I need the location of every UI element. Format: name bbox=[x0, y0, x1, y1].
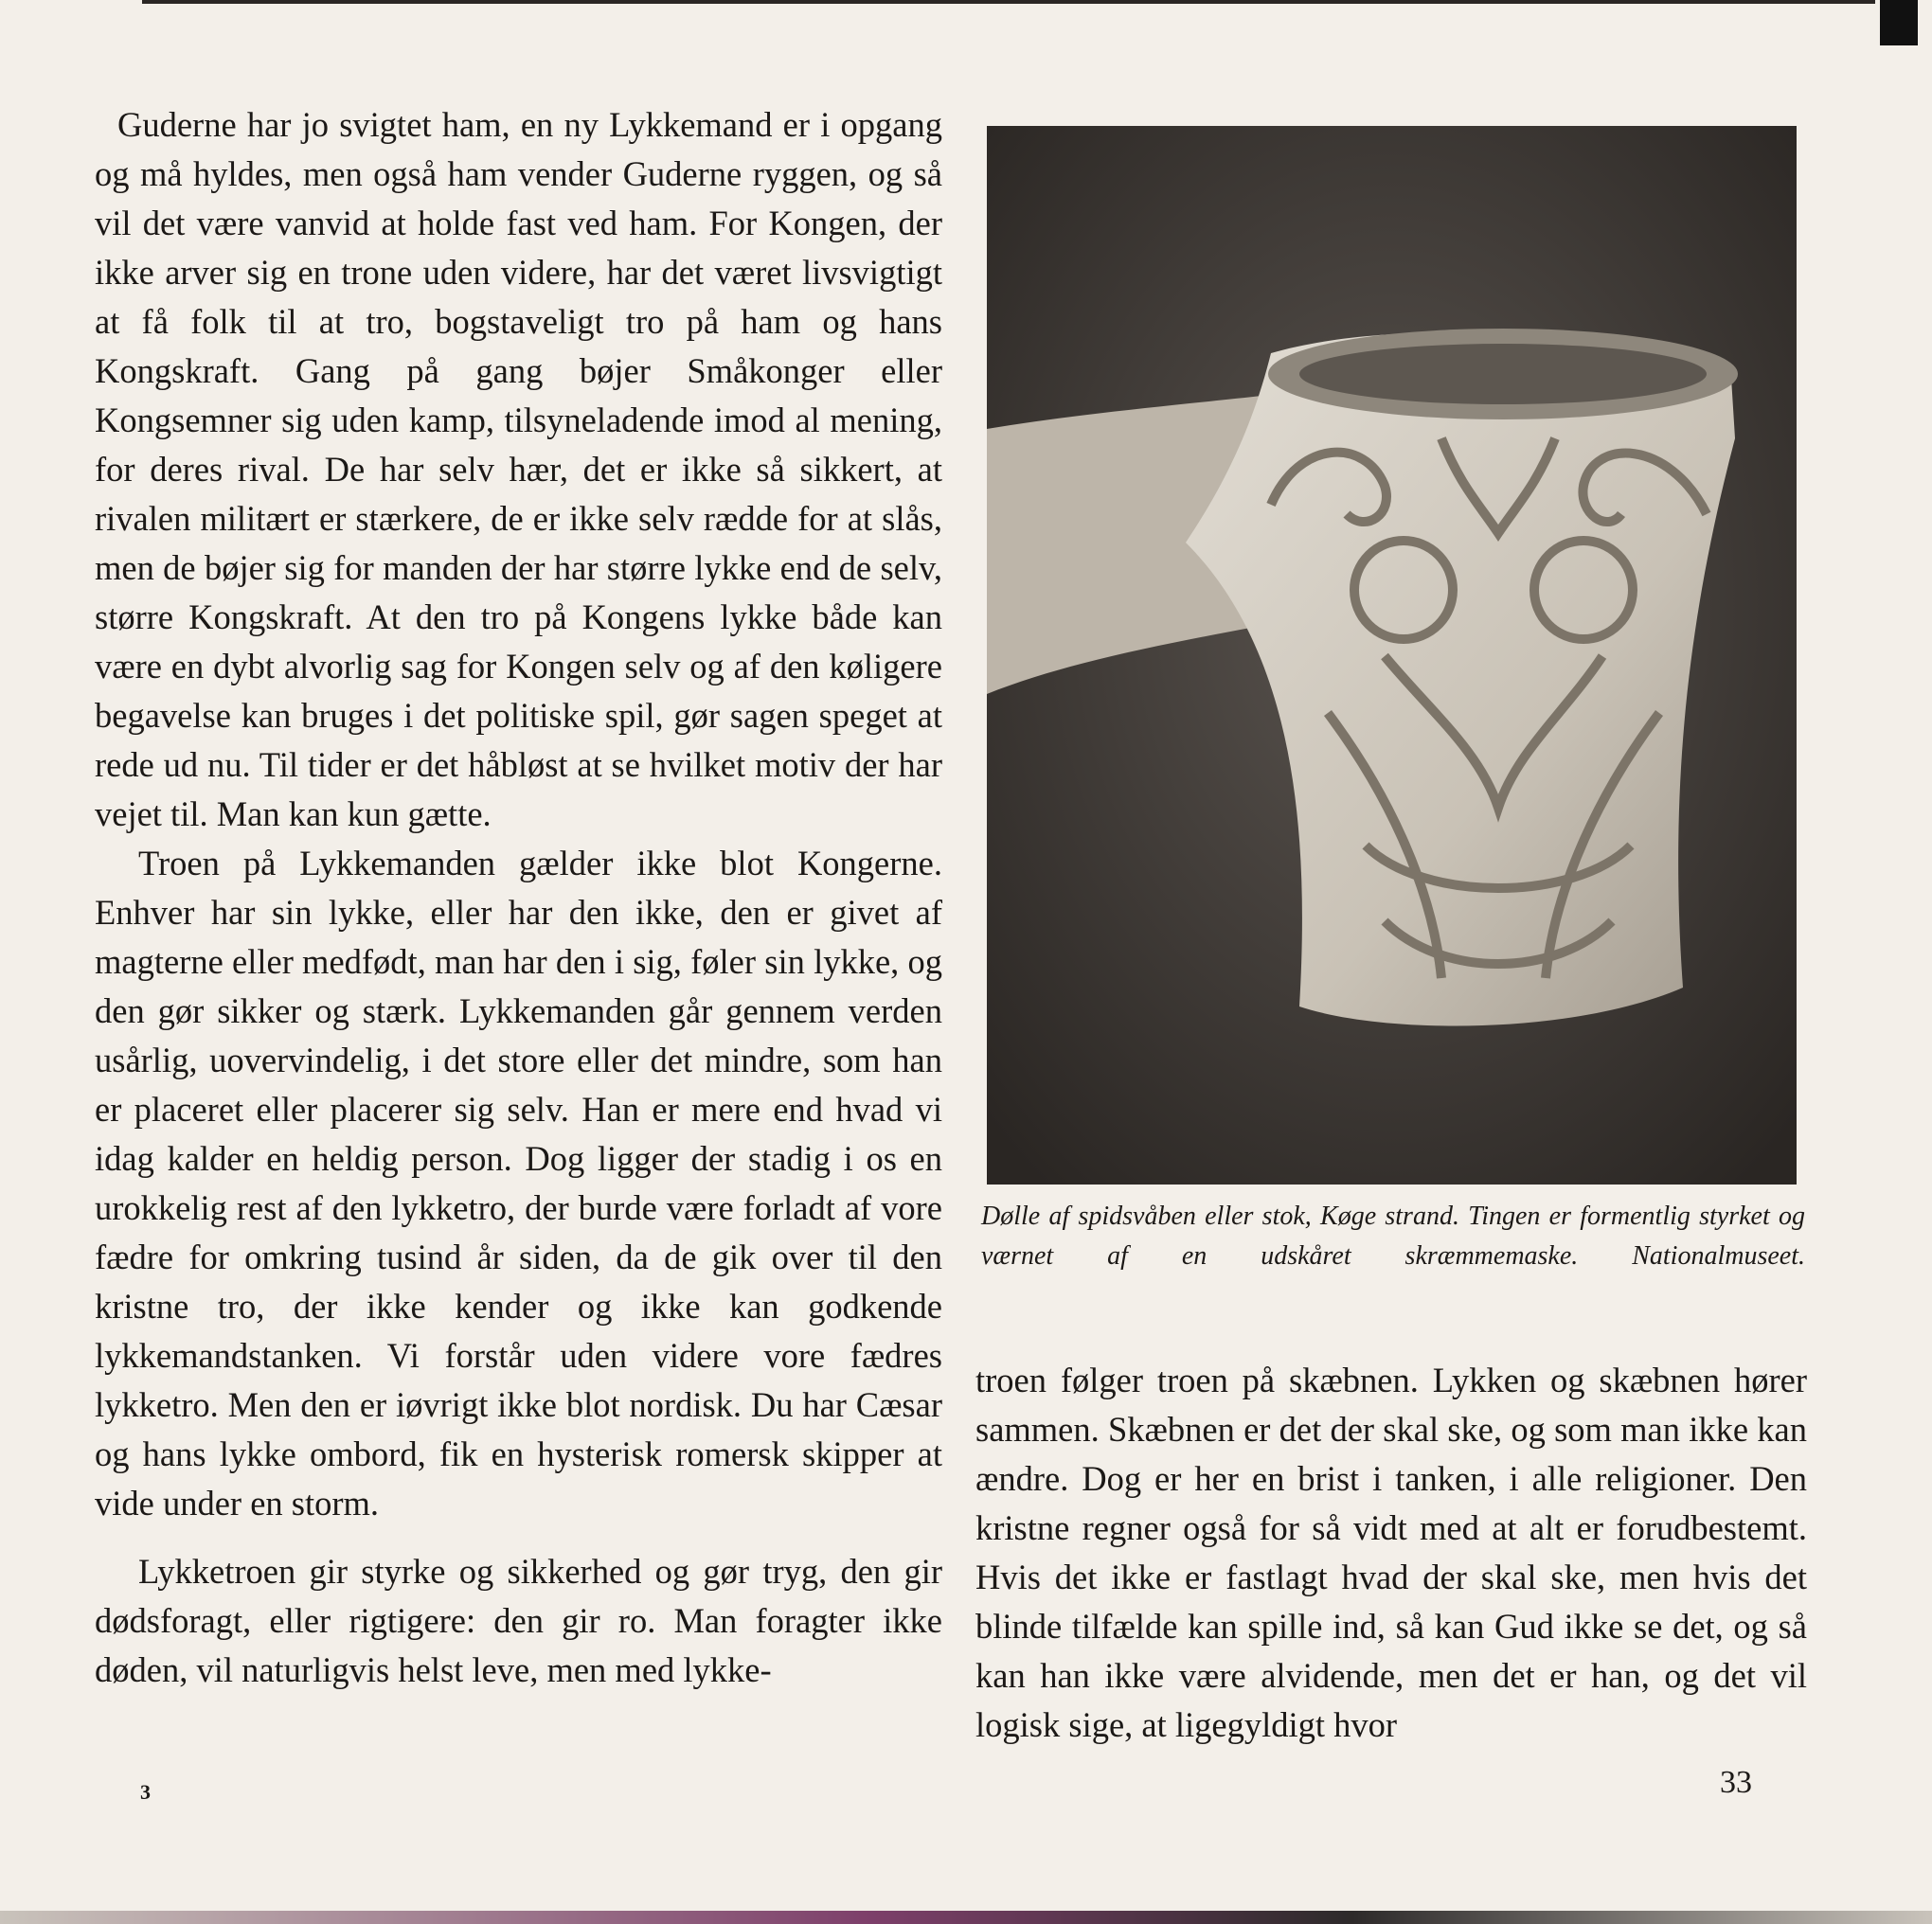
paragraph: Lykketroen gir styrke og sikkerhed og gør tryg, den gir dødsforagt, eller rigtigere: den gir ro. Man foragter ikke døden, vil naturligvis helst leve, men med lykke- bbox=[95, 1552, 942, 1689]
page-number: 33 bbox=[1720, 1765, 1752, 1800]
top-rule bbox=[142, 0, 1875, 4]
paragraph: Guderne har jo svigtet ham, en ny Lykkemand er i opgang og må hyldes, men også ham vender Guderne ryggen, og så vil det være vanvid at holde fast ved ham. For Kongen, der ikke arver sig en trone uden videre, har det været livsvigtigt at få folk til at tro, bogstaveligt tro på ham og hans Kongskraft. Gang på gang bøjer Småkonger eller Kongsemner sig uden kamp, tilsyneladende imod al mening, for deres rival. De har selv hær, det er ikke så sikkert, at rivalen militært er stærkere, de er ikke selv rædde for at slås, men de bøjer sig for manden der har større lykke end de selv, større Kongskraft. At den tro på Kongens lykke både kan være en dybt alvorlig sag for Kongen selv og af den køligere begavelse kan bruges i det politiske spil, gør sagen speget at rede ud nu. Til tider er det håbløst at se hvilket motiv der har vejet til. Man kan kun gætte. bbox=[95, 105, 942, 833]
right-text-column bbox=[975, 1356, 1807, 1750]
paragraph: Troen på Lykkemanden gælder ikke blot Kongerne. Enhver har sin lykke, eller har den ikke, den er givet af magterne eller medfødt, man har den i sig, føler sin lykke, og den gør sikker og stærk. Lykkemanden går gennem verden usårlig, uovervindelig, i det store eller det mindre, som han er placeret eller placerer sig selv. Han er mere end hvad vi idag kalder en heldig person. Dog ligger der stadig i os en urokkelig rest af den lykketro, der burde være forladt af vore fædre for omkring tusind år siden, da de gik over til den kristne tro, der ikke kender og ikke kan godkende lykkemandstanken. Vi forstår uden videre vore fædres lykketro. Men den er iøvrigt ikke blot nordisk. Du har Cæsar og hans lykke ombord, fik en hysterisk romersk skipper at vide under en storm. bbox=[95, 844, 942, 1523]
left-text-column bbox=[95, 100, 942, 1695]
page-edge-tab bbox=[1880, 0, 1918, 45]
figure-photo bbox=[987, 126, 1797, 1185]
signature-mark: 3 bbox=[140, 1780, 151, 1804]
paragraph: troen følger troen på skæbnen. Lykken og skæbnen hører sammen. Skæbnen er det der skal ske, og som man ikke kan ændre. Dog er her en brist i tanken, i alle religioner. Den kristne regner også for så vidt med at alt er forudbestemt. Hvis det ikke er fastlagt hvad der skal ske, men hvis det blinde tilfælde kan spille ind, så kan Gud ikke se det, og så kan han ikke være alvidende, men det er han, og det vil logisk sige, at ligegyldigt hvor bbox=[975, 1361, 1807, 1744]
bottom-edge bbox=[0, 1911, 1932, 1924]
carved-ferrule-image bbox=[987, 126, 1797, 1185]
figure-caption: Dølle af spidsvåben eller stok, Køge strand. Tingen er formentlig styrket og værnet af en udskåret skræmmemaske. Nationalmuseet. bbox=[981, 1202, 1805, 1271]
